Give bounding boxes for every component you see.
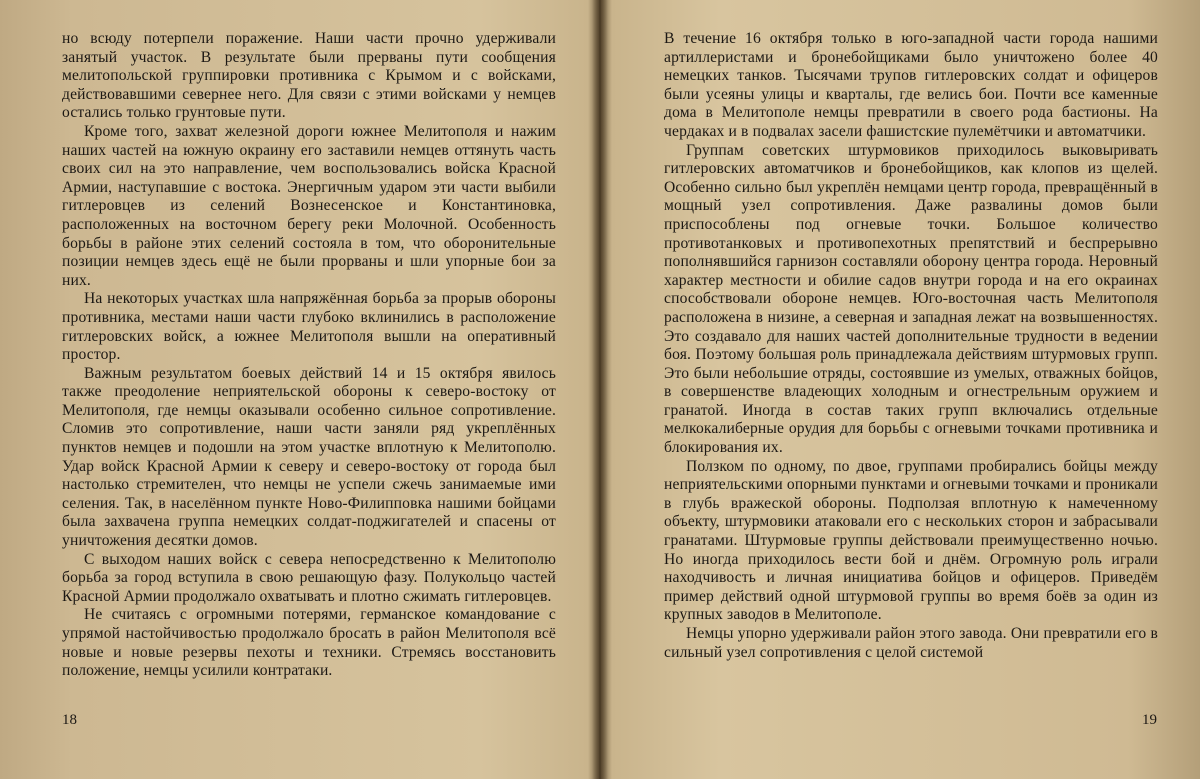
left-page xyxy=(0,0,598,779)
right-page xyxy=(602,0,1200,779)
left-paragraph-4: Важным результатом боевых действий 14 и 15 октября явилось также преодоление неприятельской обороны к северо-востоку от Мелитополя, где немцы оказывали особенно сильное сопротивление. Сломив это сопротивление, наши части заняли ряд укреплённых пунктов немцев и подошли на этом участке вплотную к Мелитополю. Удар войск Красной Армии к северу и северо-востоку от города был настолько стремителен, что немцы не успели сжечь занимаемые ими селения. Так, в населённом пункте Ново-Филипповка нашими бойцами была захвачена группа немецких солдат-поджигателей и спасены от уничтожения десятки домов. xyxy=(62,364,556,550)
right-page-text xyxy=(664,30,1158,662)
left-paragraph-5: С выходом наших войск с севера непосредственно к Мелитополю борьба за город вступила в свою решающую фазу. Полукольцо частей Красной Армии продолжало охватывать и плотно сжимать гитлеровцев. xyxy=(62,550,556,605)
left-page-number: 18 xyxy=(62,712,77,728)
left-paragraph-2: Кроме того, захват железной дороги южнее Мелитополя и нажим наших частей на южную окраину его заставили немцев оттянуть часть своих сил на это направление, чем воспользовались войска Красной Армии, наступавшие с востока. Энергичным ударом эти части выбили гитлеровцев из селений Вознесенское и Константиновка, расположенных на восточном берегу реки Молочной. Особенность борьбы в районе этих селений состояла в том, что оборонительные позиции немцев здесь ещё не были прорваны и шли упорные бои за них. xyxy=(62,122,556,289)
left-paragraph-6: Не считаясь с огромными потерями, германское командование с упрямой настойчивостью продолжало бросать в район Мелитополя всё новые и новые резервы пехоты и техники. Стремясь восстановить положение, немцы усилили контратаки. xyxy=(62,606,556,680)
left-page-text xyxy=(62,30,556,681)
right-page-number: 19 xyxy=(1142,712,1157,728)
left-paragraph-1: но всюду потерпели поражение. Наши части прочно удерживали занятый участок. В результате были прерваны пути сообщения мелитопольской группировки противника с Крымом и с войсками, действовавшими севернее него. Для связи с этими войсками у немцев остались только грунтовые пути. xyxy=(62,30,556,122)
right-paragraph-2: Группам советских штурмовиков приходилось выковыривать гитлеровских автоматчиков и бронебойщиков, как клопов из щелей. Особенно сильно был укреплён немцами центр города, превращённый в мощный узел сопротивления. Даже развалины домов были приспособлены под огневые точки. Большое количество противотанковых и противопехотных препятствий и беспрерывно пополнявшийся гарнизон составляли оборону центра города. Неровный характер местности и обилие садов внутри города и на его окраинах способствовали обороне немцев. Юго-восточная часть Мелитополя расположена в низине, а северная и западная лежат на возвышенностях. Это создавало для наших частей дополнительные трудности в ведении боя. Поэтому большая роль принадлежала действиям штурмовых групп. Это были небольшие отряды, состоявшие из умелых, отважных бойцов, в совершенстве владеющих холодным и огнестрельным оружием и гранатой. Иногда в состав таких групп включались отдельные мелкокалиберные орудия для борьбы с огневыми точками противника и блокирования их. xyxy=(664,141,1158,457)
right-paragraph-1: В течение 16 октября только в юго-западной части города нашими артиллеристами и бронебойщиками было уничтожено более 40 немецких танков. Тысячами трупов гитлеровских солдат и офицеров были усеяны улицы и кварталы, где велись бои. Почти все каменные дома в Мелитополе немцы превратили в своего рода бастионы. На чердаках и в подвалах засели фашистские пулемётчики и автоматчики. xyxy=(664,30,1158,140)
right-paragraph-4: Немцы упорно удерживали район этого завода. Они превратили его в сильный узел сопротивления с целой системой xyxy=(664,625,1158,661)
left-paragraph-3: На некоторых участках шла напряжённая борьба за прорыв обороны противника, местами наши части глубоко вклинились в расположение гитлеровских войск, а южнее Мелитополя вышли на оперативный простор. xyxy=(62,290,556,364)
right-paragraph-3: Ползком по одному, по двое, группами пробирались бойцы между неприятельскими опорными пунктами и огневыми точками и проникали в глубь вражеской обороны. Подползая вплотную к намеченному объекту, штурмовики атаковали его с нескольких сторон и забрасывали гранатами. Штурмовые группы действовали преимущественно ночью. Но иногда приходилось вести бой и днём. Огромную роль играли находчивость и личная инициатива бойцов и офицеров. Приведём пример действий одной штурмовой группы во время боёв за один из крупных заводов в Мелитополе. xyxy=(664,457,1158,624)
